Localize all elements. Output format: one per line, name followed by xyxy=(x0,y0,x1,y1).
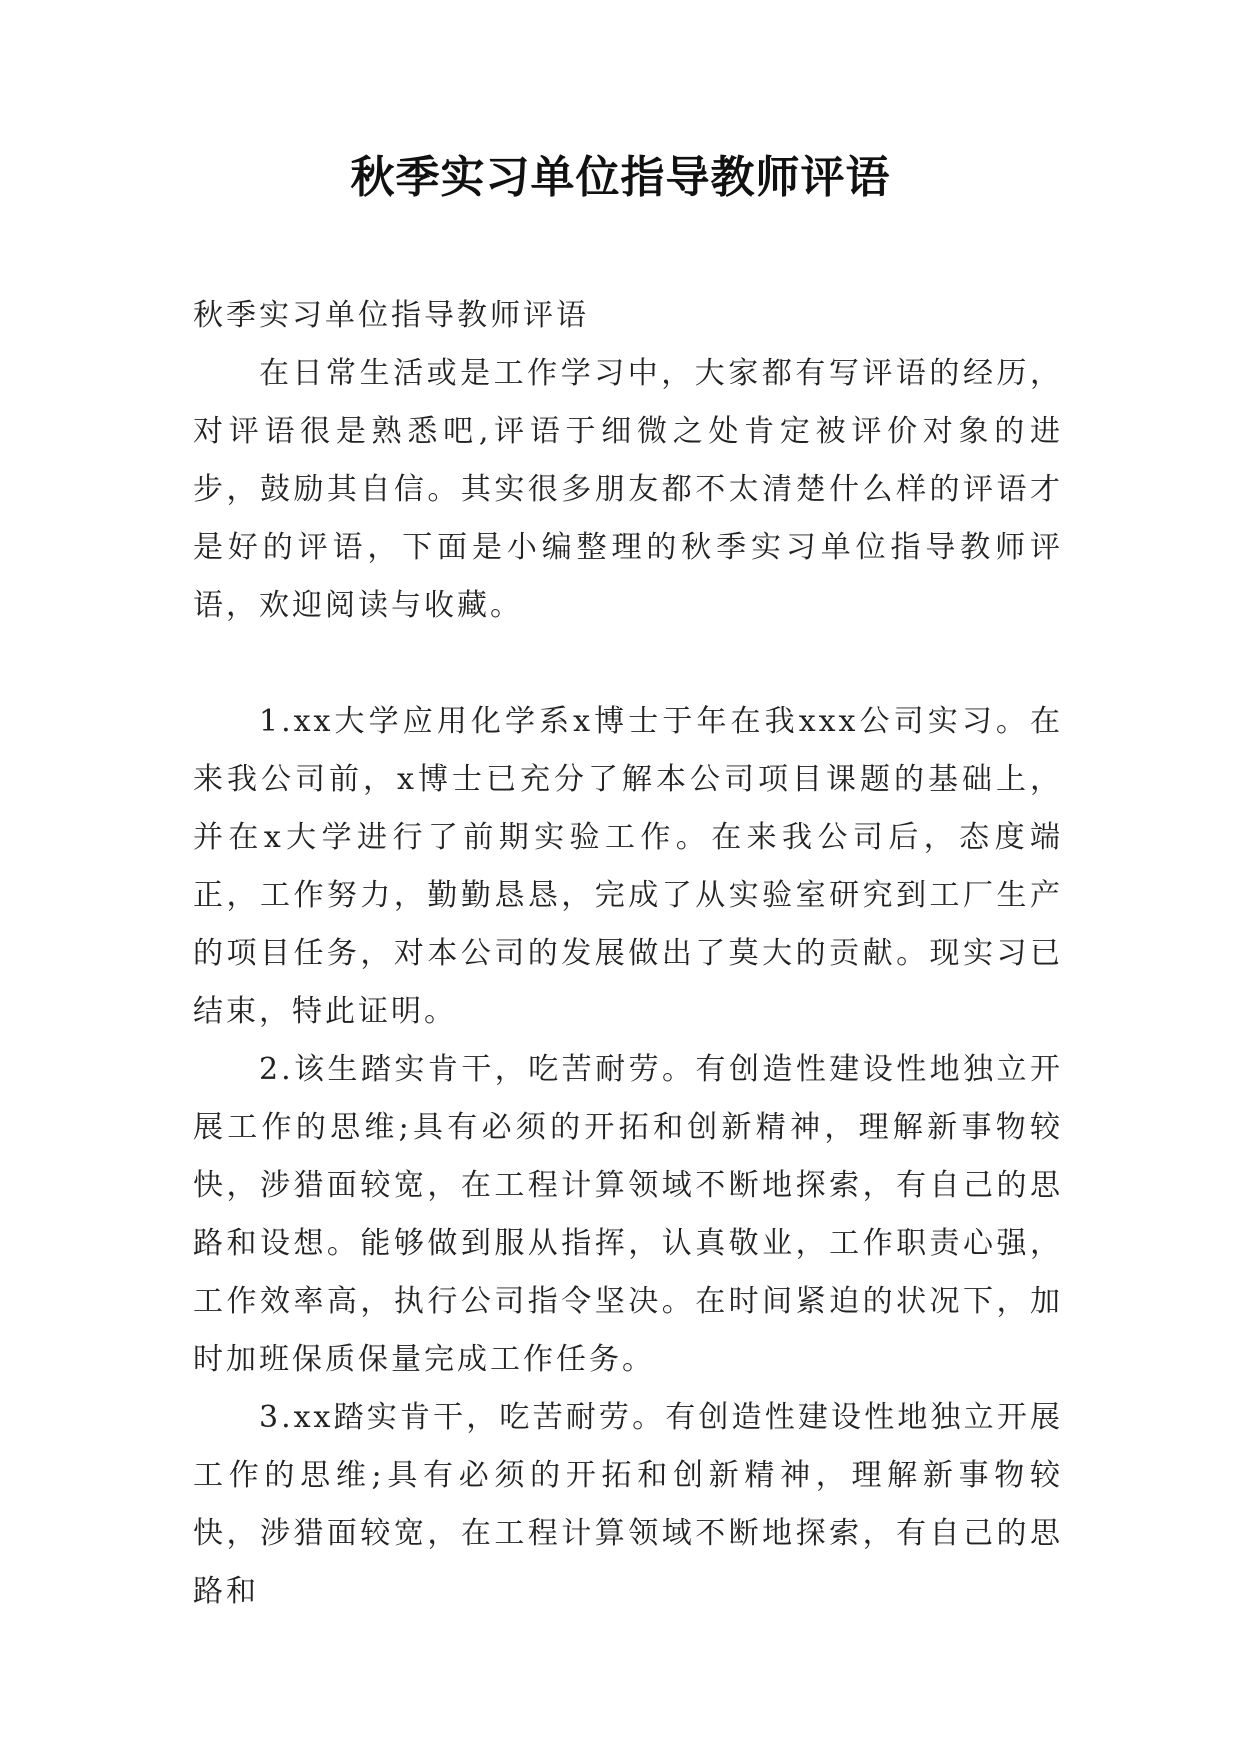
comment-paragraph-1: 1.xx大学应用化学系x博士于年在我xxx公司实习。在来我公司前，x博士已充分了解本公司项目课题的基础上，并在x大学进行了前期实验工作。在来我公司后，态度端正，工作努力，勤勤恳恳，完成了从实验室研究到工厂生产的项目任务，对本公司的发展做出了莫大的贡献。现实习已结束，特此证明。 xyxy=(193,704,1063,1029)
comment-paragraph-2: 2.该生踏实肯干，吃苦耐劳。有创造性建设性地独立开展工作的思维;具有必须的开拓和创新精神，理解新事物较快，涉猎面较宽，在工程计算领域不断地探索，有自己的思路和设想。能够做到服从指挥，认真敬业，工作职责心强，工作效率高，执行公司指令坚决。在时间紧迫的状况下，加时加班保质保量完成工作任务。 xyxy=(193,1052,1063,1377)
paragraph-spacer xyxy=(193,635,1063,693)
intro-paragraph: 在日常生活或是工作学习中，大家都有写评语的经历，对评语很是熟悉吧,评语于细微之处肯定被评价对象的进步，鼓励其自信。其实很多朋友都不太清楚什么样的评语才是好的评语，下面是小编整理的秋季实习单位指导教师评语，欢迎阅读与收藏。 xyxy=(193,356,1063,623)
document-subtitle: 秋季实习单位指导教师评语 xyxy=(193,298,589,333)
comment-paragraph-3: 3.xx踏实肯干，吃苦耐劳。有创造性建设性地独立开展工作的思维;具有必须的开拓和创新精神，理解新事物较快，涉猎面较宽，在工程计算领域不断地探索，有自己的思路和 xyxy=(193,1400,1063,1609)
document-body xyxy=(193,287,1063,1621)
document-title: 秋季实习单位指导教师评语 xyxy=(350,152,891,203)
